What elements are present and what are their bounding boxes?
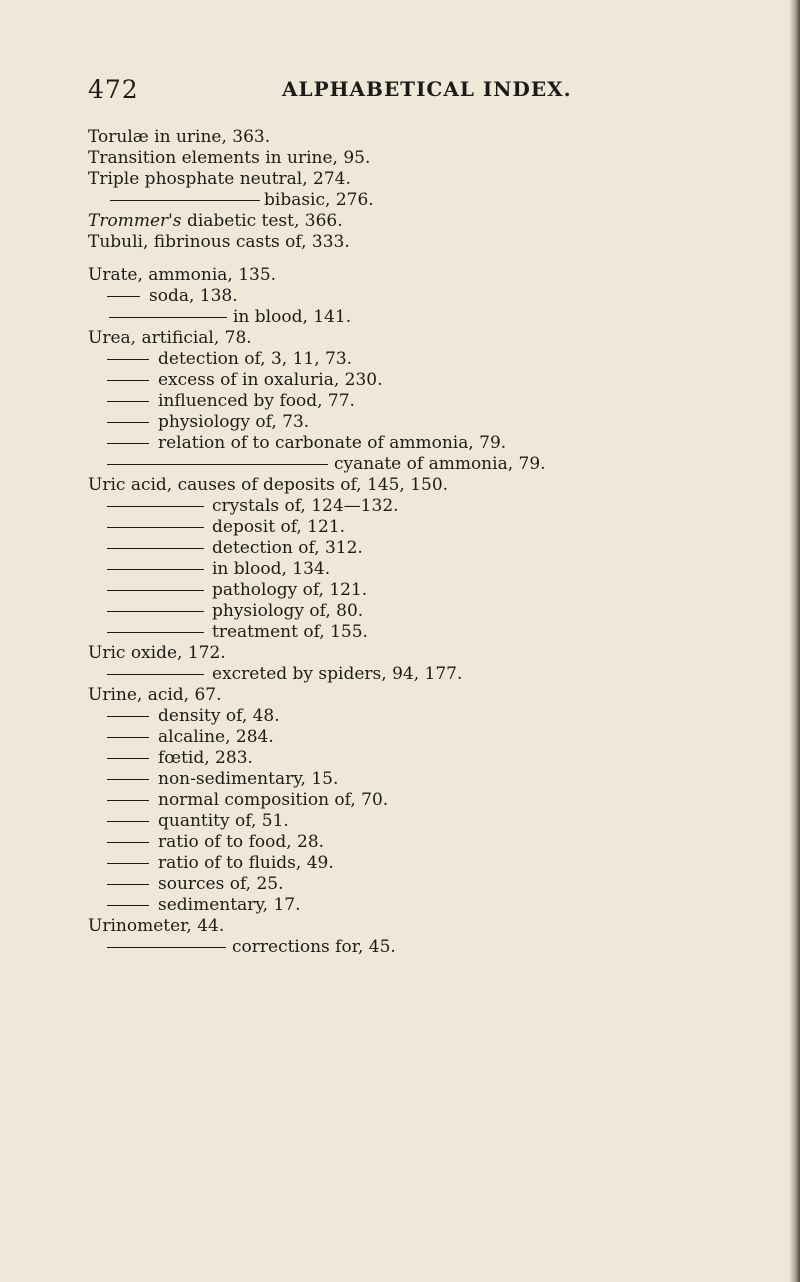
index-entry — [88, 169, 768, 190]
ditto-dash — [107, 842, 149, 843]
index-entry — [88, 916, 768, 937]
index-entry — [88, 232, 768, 265]
index-subentry — [88, 412, 768, 433]
index-subentry — [88, 517, 768, 538]
ditto-dash — [110, 200, 260, 201]
index-subentry — [88, 391, 768, 412]
entry-text: in blood, 141. — [233, 307, 352, 327]
index-entry — [88, 211, 768, 232]
index-subentry — [88, 286, 768, 307]
page-header — [88, 75, 572, 107]
ditto-dash — [107, 674, 204, 675]
entry-text: corrections for, 45. — [232, 937, 396, 957]
ditto-dash — [107, 800, 149, 801]
entry-text: Uric acid, causes of deposits of, 145, 150. — [88, 475, 449, 495]
index-subentry — [88, 496, 768, 517]
index-subentry — [88, 580, 768, 601]
index-subentry — [88, 601, 768, 622]
index-subentry — [88, 790, 768, 811]
entry-text: sedimentary, 17. — [158, 895, 301, 915]
index-subentry — [88, 811, 768, 832]
entry-text: Transition elements in urine, 95. — [88, 148, 371, 168]
index-entries — [88, 127, 768, 958]
index-subentry — [88, 748, 768, 769]
index-subentry — [88, 895, 768, 916]
ditto-dash — [107, 611, 204, 612]
index-subentry — [88, 307, 768, 328]
entry-text: Urinometer, 44. — [88, 916, 225, 936]
index-subentry — [88, 190, 768, 211]
entry-text: excreted by spiders, 94, 177. — [212, 664, 463, 684]
ditto-dash — [107, 821, 149, 822]
entry-text: ratio of to fluids, 49. — [158, 853, 334, 873]
ditto-dash — [107, 548, 204, 549]
entry-text: non-sedimentary, 15. — [158, 769, 339, 789]
entry-text: Uric oxide, 172. — [88, 643, 226, 663]
ditto-dash — [107, 296, 140, 297]
entry-text: quantity of, 51. — [158, 811, 289, 831]
entry-text: Urea, artificial, 78. — [88, 328, 252, 348]
ditto-dash — [107, 380, 149, 381]
entry-text: treatment of, 155. — [212, 622, 368, 642]
ditto-dash — [107, 905, 149, 906]
index-entry — [88, 148, 768, 169]
entry-text: ratio of to food, 28. — [158, 832, 325, 852]
entry-text: Triple phosphate neutral, 274. — [88, 169, 351, 189]
index-subentry — [88, 370, 768, 391]
entry-text: density of, 48. — [158, 706, 280, 726]
entry-text: relation of to carbonate of ammonia, 79. — [158, 433, 507, 453]
index-subentry — [88, 937, 768, 958]
entry-text: physiology of, 73. — [158, 412, 310, 432]
ditto-dash — [107, 758, 149, 759]
index-entry — [88, 685, 768, 706]
entry-text: pathology of, 121. — [212, 580, 368, 600]
entry-rest: diabetic test, 366. — [186, 211, 343, 231]
index-subentry — [88, 559, 768, 580]
index-entry — [88, 127, 768, 148]
entry-text: Tubuli, fibrinous casts of, 333. — [88, 232, 350, 252]
entry-text: excess of in oxaluria, 230. — [158, 370, 383, 390]
ditto-dash — [107, 506, 204, 507]
entry-text: influenced by food, 77. — [158, 391, 355, 411]
ditto-dash — [107, 443, 149, 444]
index-entry — [88, 475, 768, 496]
ditto-dash — [109, 317, 227, 318]
index-subentry — [88, 706, 768, 727]
entry-text: normal composition of, 70. — [158, 790, 389, 810]
entry-text: crystals of, 124—132. — [212, 496, 399, 516]
index-subentry — [88, 622, 768, 643]
ditto-dash — [107, 632, 204, 633]
page-edge — [790, 0, 800, 1282]
ditto-dash — [107, 737, 149, 738]
entry-text: bibasic, 276. — [264, 190, 374, 210]
ditto-dash — [107, 401, 149, 402]
entry-text: soda, 138. — [149, 286, 238, 306]
index-subentry — [88, 538, 768, 559]
index-subentry — [88, 832, 768, 853]
index-subentry — [88, 853, 768, 874]
index-subentry — [88, 727, 768, 748]
entry-italic-name: Trommer's — [88, 211, 182, 231]
ditto-dash — [107, 779, 149, 780]
index-subentry — [88, 769, 768, 790]
page-number: 472 — [88, 75, 139, 104]
ditto-dash — [107, 716, 149, 717]
index-entry — [88, 643, 768, 664]
index-subentry — [88, 433, 768, 454]
entry-text: fœtid, 283. — [158, 748, 253, 768]
entry-text: cyanate of ammonia, 79. — [334, 454, 546, 474]
entry-text: Urine, acid, 67. — [88, 685, 222, 705]
running-title: ALPHABETICAL INDEX. — [282, 77, 572, 101]
index-subentry — [88, 349, 768, 370]
entry-text: detection of, 3, 11, 73. — [158, 349, 353, 369]
index-subentry — [88, 874, 768, 895]
ditto-dash — [107, 359, 149, 360]
entry-text: in blood, 134. — [212, 559, 331, 579]
ditto-dash — [107, 464, 328, 465]
index-entry — [88, 328, 768, 349]
ditto-dash — [107, 569, 204, 570]
entry-text: physiology of, 80. — [212, 601, 364, 621]
ditto-dash — [107, 884, 149, 885]
index-subentry — [88, 664, 768, 685]
entry-text: Torulæ in urine, 363. — [88, 127, 271, 147]
ditto-dash — [107, 863, 149, 864]
index-entry — [88, 265, 768, 286]
entry-text: deposit of, 121. — [212, 517, 346, 537]
ditto-dash — [107, 947, 226, 948]
entry-text: alcaline, 284. — [158, 727, 274, 747]
index-subentry — [88, 454, 768, 475]
entry-text: Urate, ammonia, 135. — [88, 265, 277, 285]
ditto-dash — [107, 527, 204, 528]
entry-text — [88, 211, 343, 232]
entry-text: detection of, 312. — [212, 538, 363, 558]
entry-text: sources of, 25. — [158, 874, 284, 894]
ditto-dash — [107, 422, 149, 423]
ditto-dash — [107, 590, 204, 591]
